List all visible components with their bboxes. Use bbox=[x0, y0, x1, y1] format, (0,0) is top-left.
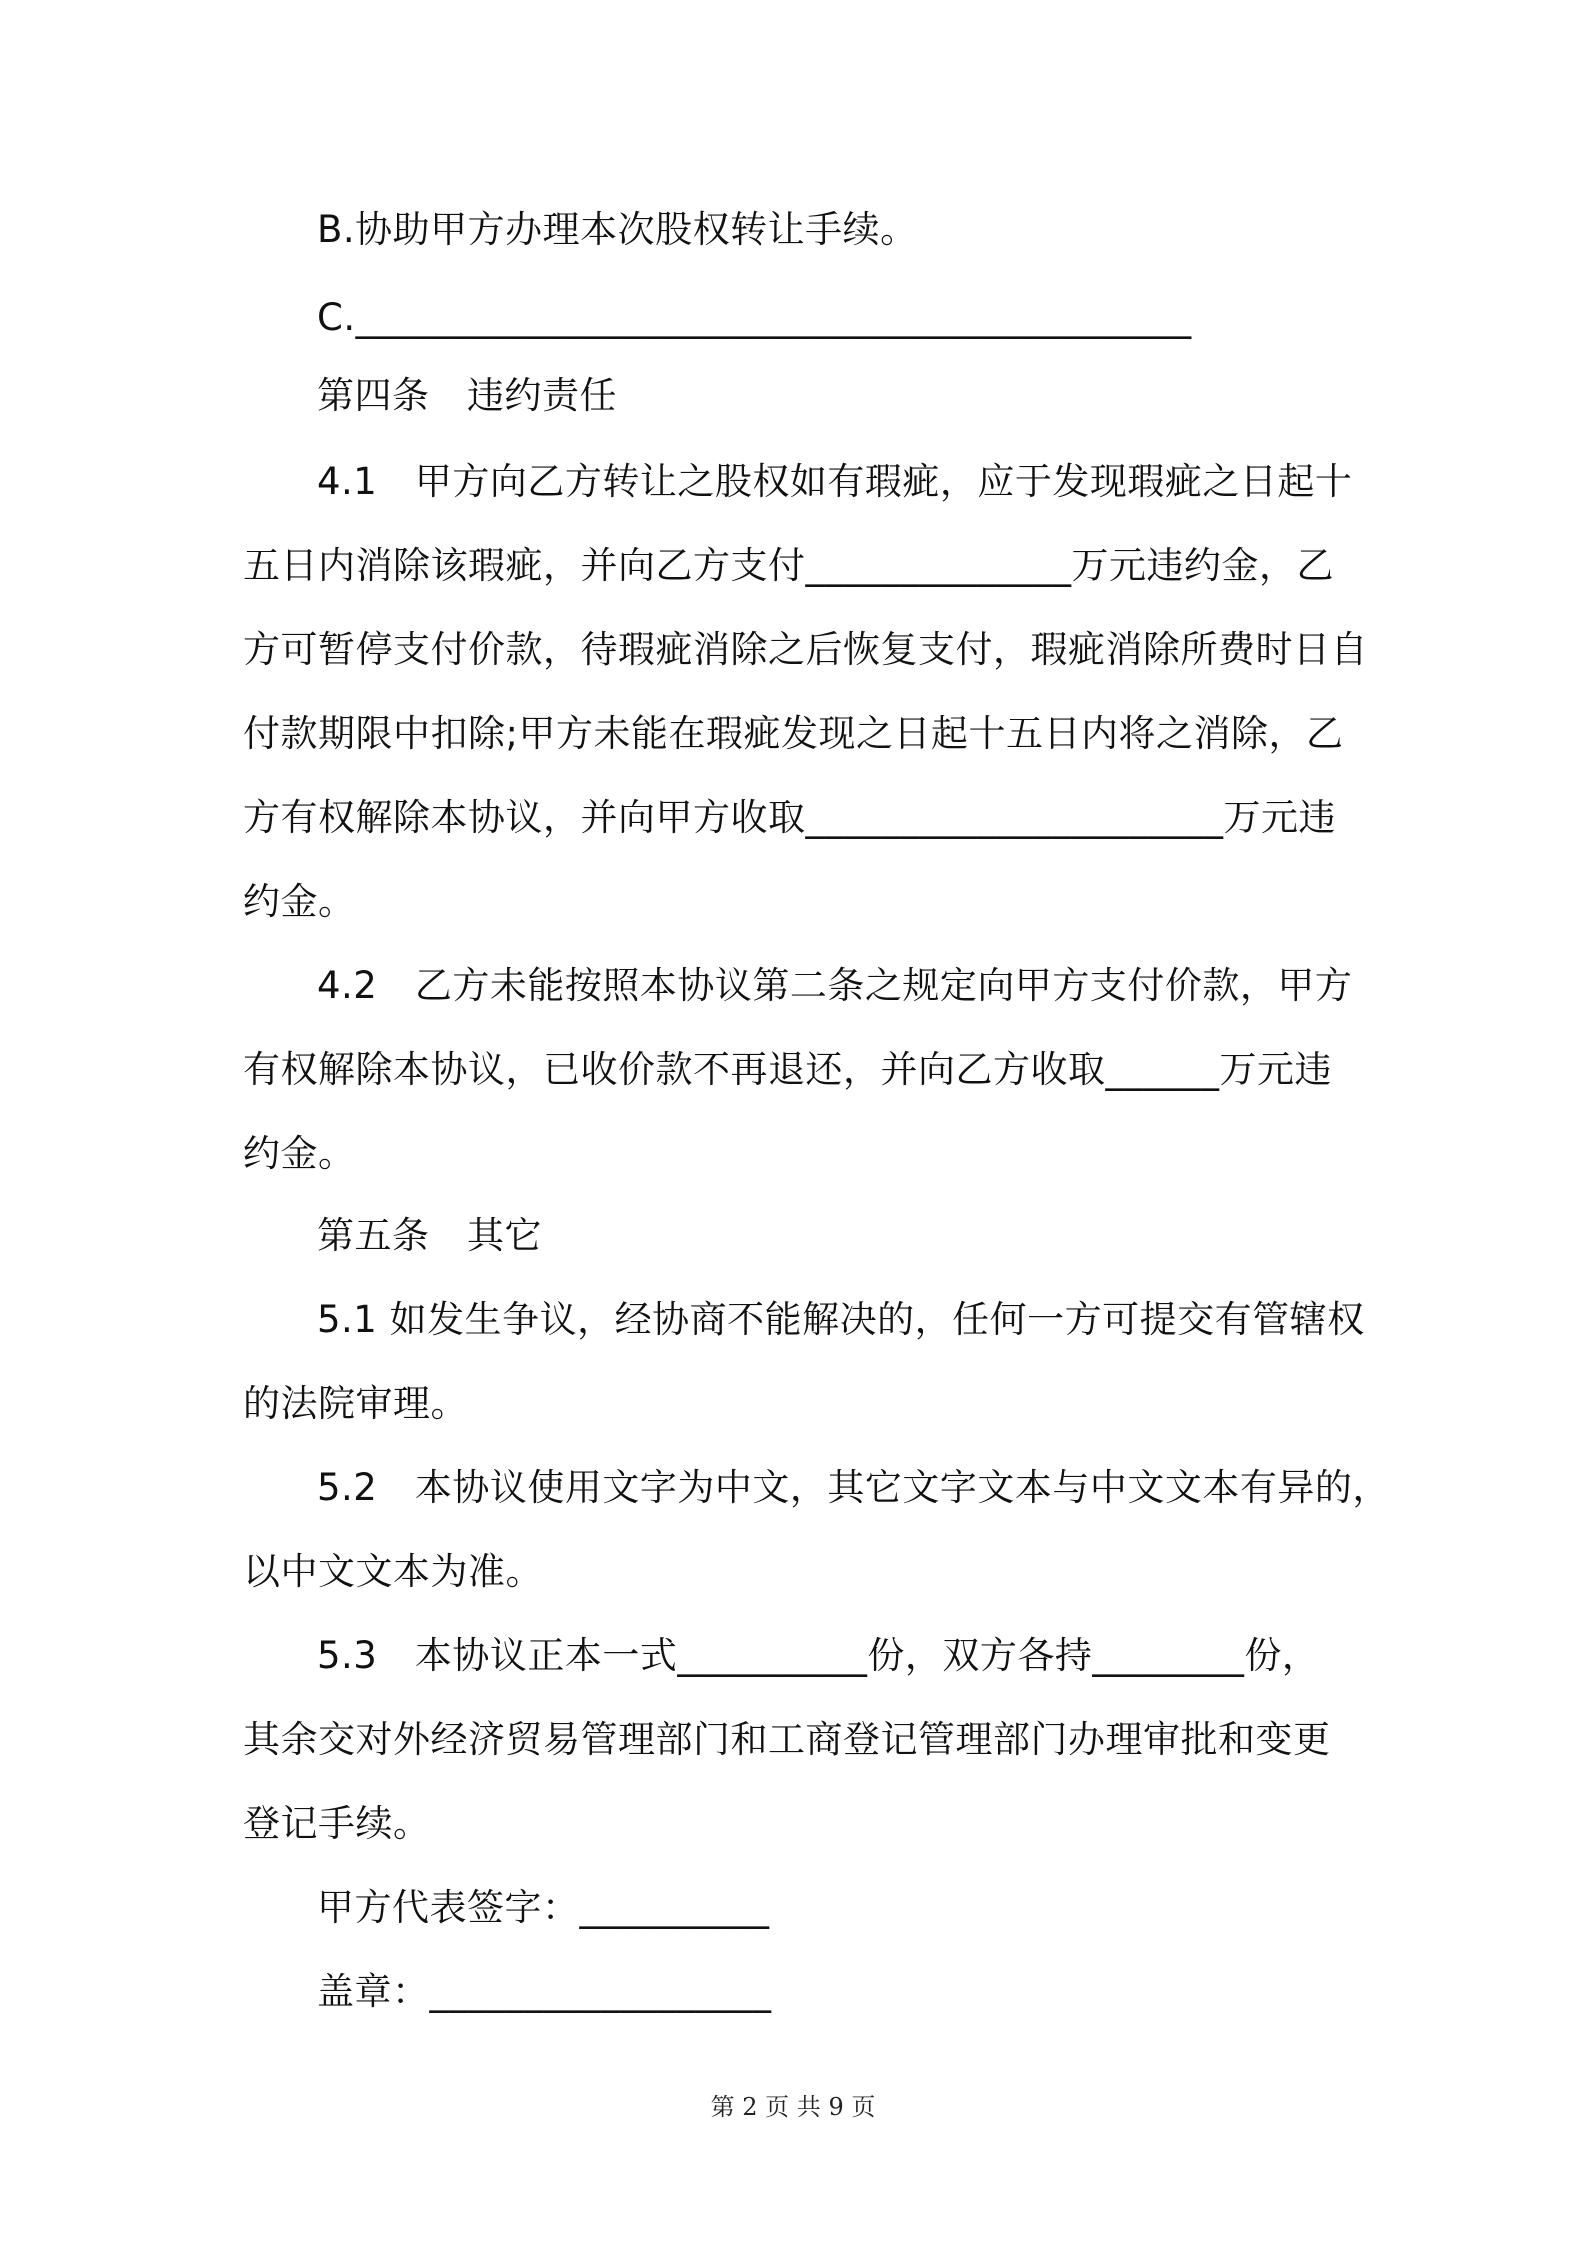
article-5-heading: 第五条 其它 bbox=[317, 1214, 542, 1257]
clause-4-1-line-6: 约金。 bbox=[243, 880, 356, 923]
clause-5-3-line-3: 登记手续。 bbox=[243, 1802, 431, 1845]
clause-5-1-line-1: 5.1 如发生争议，经协商不能解决的，任何一方可提交有管辖权 bbox=[317, 1298, 1365, 1341]
clause-3b-line: B.协助甲方办理本次股权转让手续。 bbox=[317, 208, 918, 251]
clause-5-3-line-2: 其余交对外经济贸易管理部门和工商登记管理部门办理审批和变更 bbox=[243, 1718, 1331, 1761]
clause-5-3-line-1: 5.3 本协议正本一式__________份，双方各持________份， bbox=[317, 1634, 1320, 1677]
clause-3c-blank-line: C.____________________________________________ bbox=[317, 296, 1192, 339]
clause-4-1-line-4: 付款期限中扣除;甲方未能在瑕疵发现之日起十五日内将之消除，乙 bbox=[243, 712, 1344, 755]
clause-4-1-line-1: 4.1 甲方向乙方转让之股权如有瑕疵，应于发现瑕疵之日起十 bbox=[317, 460, 1353, 503]
clause-4-1-line-2: 五日内消除该瑕疵，并向乙方支付______________万元违约金，乙 bbox=[243, 544, 1334, 587]
clause-4-1-line-3: 方可暂停支付价款，待瑕疵消除之后恢复支付，瑕疵消除所费时日自 bbox=[243, 628, 1368, 671]
article-4-heading: 第四条 违约责任 bbox=[317, 374, 617, 417]
clause-4-2-line-3: 约金。 bbox=[243, 1132, 356, 1175]
seal-line: 盖章：__________________ bbox=[317, 1970, 772, 2013]
clause-4-2-line-2: 有权解除本协议，已收价款不再退还，并向乙方收取______万元违 bbox=[243, 1048, 1332, 1091]
clause-4-2-line-1: 4.2 乙方未能按照本协议第二条之规定向甲方支付价款，甲方 bbox=[317, 964, 1353, 1007]
clause-5-2-line-2: 以中文文本为准。 bbox=[243, 1550, 543, 1593]
clause-4-1-line-5: 方有权解除本协议，并向甲方收取______________________万元违 bbox=[243, 796, 1336, 839]
clause-5-1-line-2: 的法院审理。 bbox=[243, 1382, 468, 1425]
clause-5-2-line-1: 5.2 本协议使用文字为中文，其它文字文本与中文文本有异的， bbox=[317, 1466, 1390, 1509]
party-a-signature-line: 甲方代表签字：__________ bbox=[317, 1886, 770, 1929]
page-number-footer: 第 2 页 共 9 页 bbox=[710, 2093, 876, 2121]
